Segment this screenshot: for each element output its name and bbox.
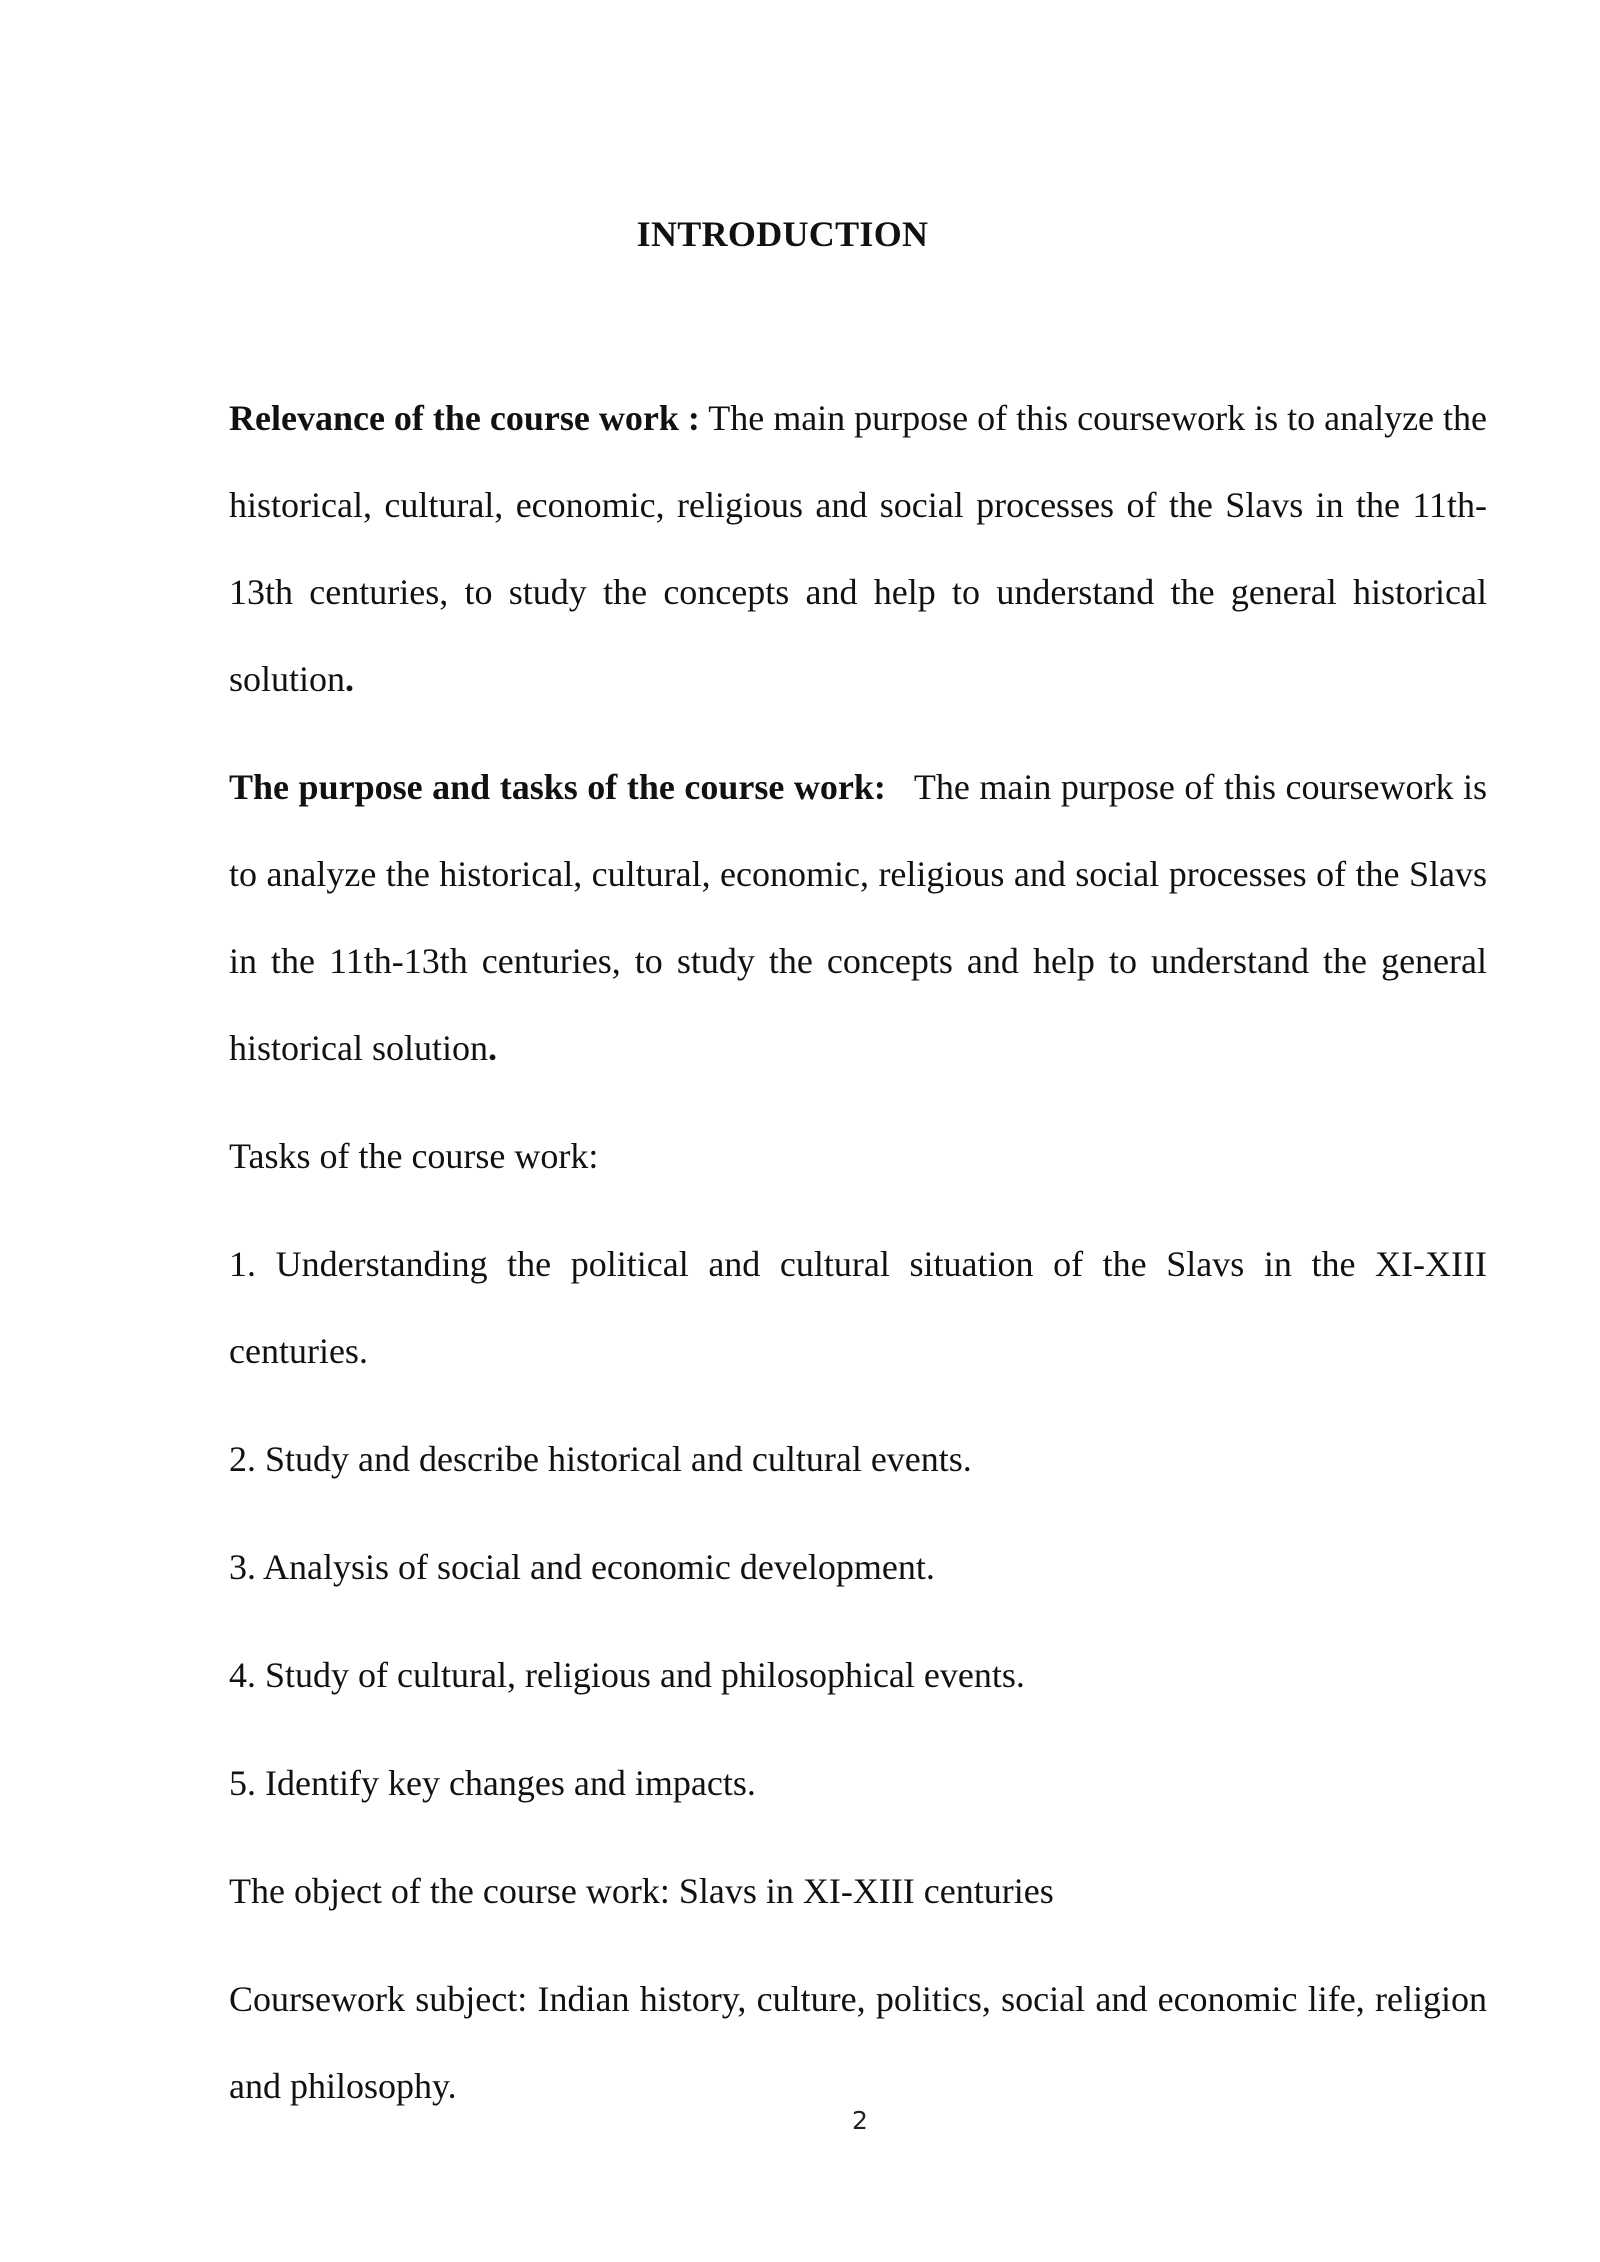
purpose-period: .: [487, 1028, 497, 1068]
relevance-text: The main purpose of this coursework is to analyze the historical, cultural, economic, religious and social processes of the Slavs in the 11th-13th centuries, to study the concepts and help to understand the general historical solution: [229, 398, 1488, 699]
body-content: [229, 375, 1496, 2151]
purpose-heading: The purpose and tasks of the course work:: [229, 767, 886, 807]
relevance-paragraph: [229, 375, 1487, 723]
relevance-heading: Relevance of the course work :: [229, 398, 700, 438]
purpose-text: The main purpose of this coursework is to analyze the historical, cultural, economic, religious and social processes of the Slavs in the 11th-13th centuries, to study the concepts and help to understand the general historical solution: [229, 767, 1496, 1068]
page-number: 2: [852, 2106, 868, 2135]
task-item-4: 4. Study of cultural, religious and philosophical events.: [229, 1655, 1025, 1695]
task-item-1: 1. Understanding the political and cultural situation of the Slavs in the XI-XIII centuries.: [229, 1244, 1487, 1371]
task-item-3: 3. Analysis of social and economic development.: [229, 1547, 935, 1587]
relevance-period: .: [345, 659, 355, 699]
subject-paragraph: Coursework subject: Indian history, culture, politics, social and economic life, religion and philosophy.: [229, 1979, 1487, 2106]
tasks-intro: Tasks of the course work:: [229, 1136, 599, 1176]
page-title: INTRODUCTION: [636, 214, 929, 254]
object-paragraph: The object of the course work: Slavs in XI-XIII centuries: [229, 1871, 1054, 1911]
task-item-5: 5. Identify key changes and impacts.: [229, 1763, 756, 1803]
task-item-2: 2. Study and describe historical and cultural events.: [229, 1439, 972, 1479]
purpose-paragraph: [229, 744, 1496, 1092]
